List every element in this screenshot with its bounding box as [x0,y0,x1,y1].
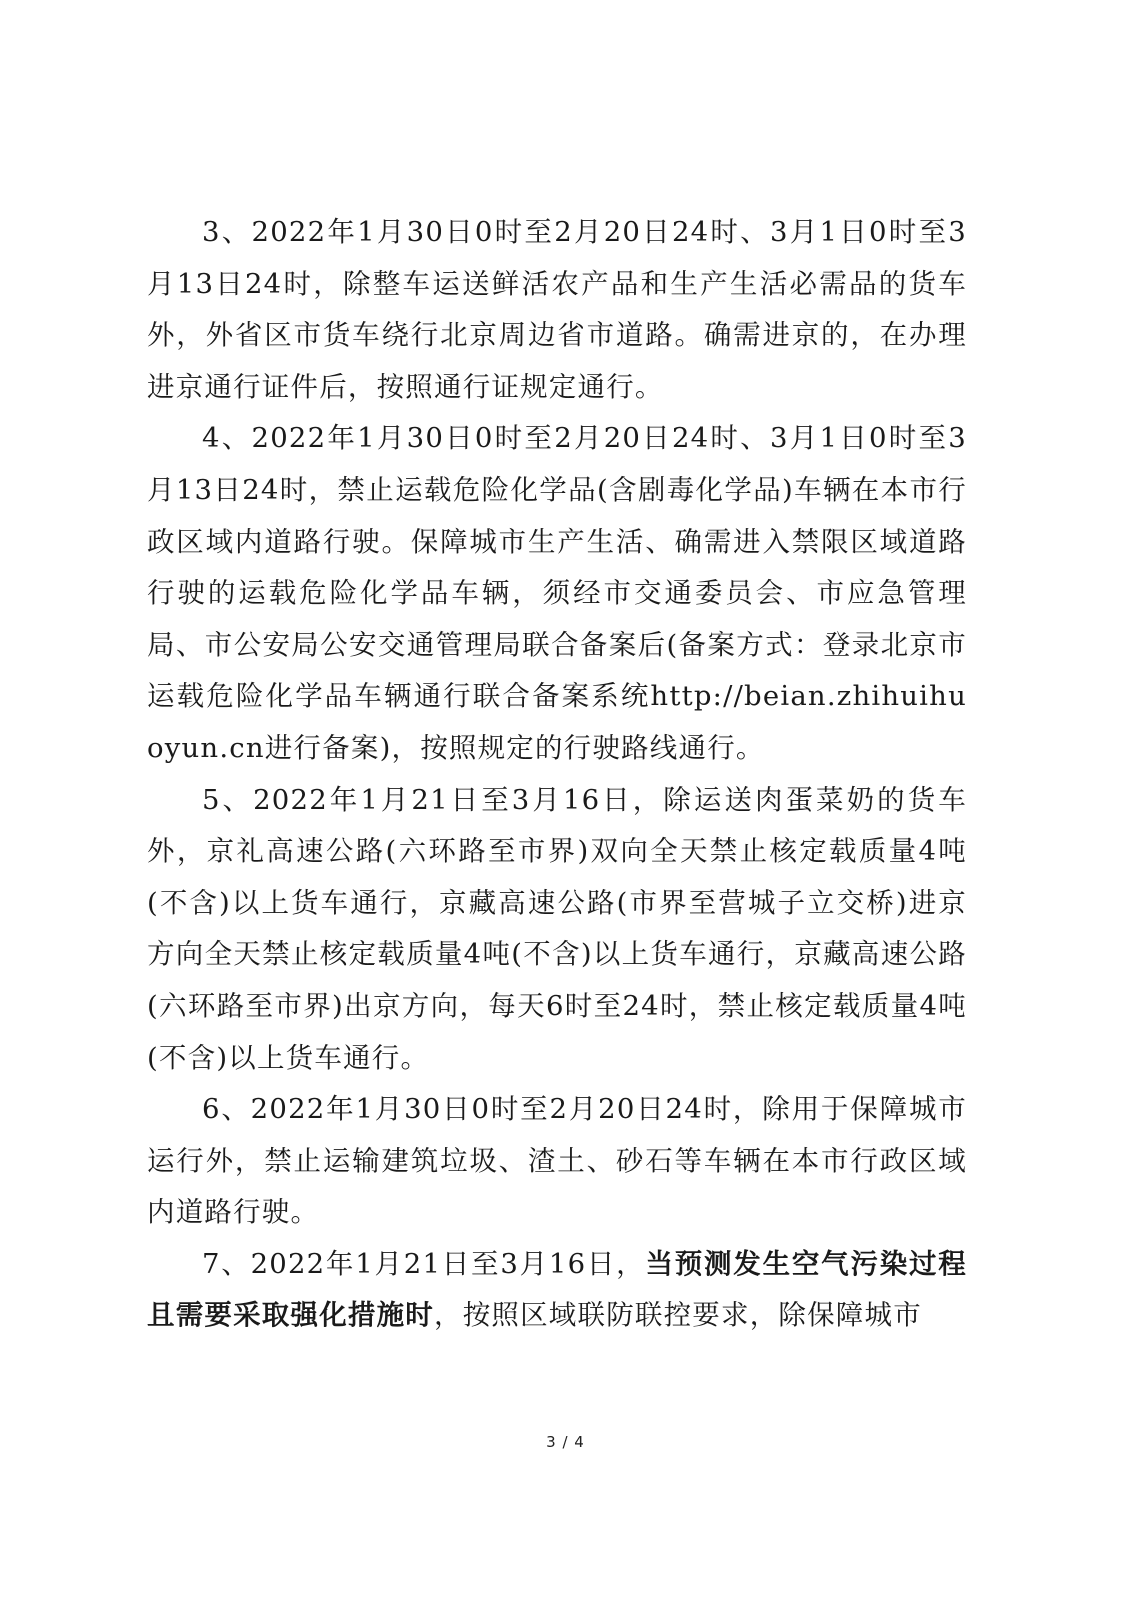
item-7-suffix: ，按照区域联防联控要求，除保障城市 [434,1299,922,1332]
page-number: 3 / 4 [546,1433,585,1451]
paragraph-item-7 [147,1239,967,1342]
document-body [147,207,967,1342]
item-7-prefix: 7、2022年1月21日至3月16日， [202,1247,646,1280]
paragraph-item-4: 4、2022年1月30日0时至2月20日24时、3月1日0时至3月13日24时，禁止运载危险化学品(含剧毒化学品)车辆在本市行政区域内道路行驶。保障城市生产生活、确需进入禁限区域道路行驶的运载危险化学品车辆，须经市交通委员会、市应急管理局、市公安局公安交通管理局联合备案后(备案方式：登录北京市运载危险化学品车辆通行联合备案系统http://beian.zhihuihuoyun.cn进行备案)，按照规定的行驶路线通行。 [147,422,967,764]
paragraph-item-5: 5、2022年1月21日至3月16日，除运送肉蛋菜奶的货车外，京礼高速公路(六环路至市界)双向全天禁止核定载质量4吨(不含)以上货车通行，京藏高速公路(市界至营城子立交桥)进京方向全天禁止核定载质量4吨(不含)以上货车通行，京藏高速公路(六环路至市界)出京方向，每天6时至24时，禁止核定载质量4吨(不含)以上货车通行。 [147,783,967,1074]
paragraph-item-6: 6、2022年1月30日0时至2月20日24时，除用于保障城市运行外，禁止运输建筑垃圾、渣土、砂石等车辆在本市行政区域内道路行驶。 [147,1093,967,1229]
item-7-bold-text: 当预测发生空气污染过程且需要采取强化措施时 [147,1247,967,1332]
paragraph-item-3: 3、2022年1月30日0时至2月20日24时、3月1日0时至3月13日24时，除整车运送鲜活农产品和生产生活必需品的货车外，外省区市货车绕行北京周边省市道路。确需进京的，在办理进京通行证件后，按照通行证规定通行。 [147,216,967,403]
